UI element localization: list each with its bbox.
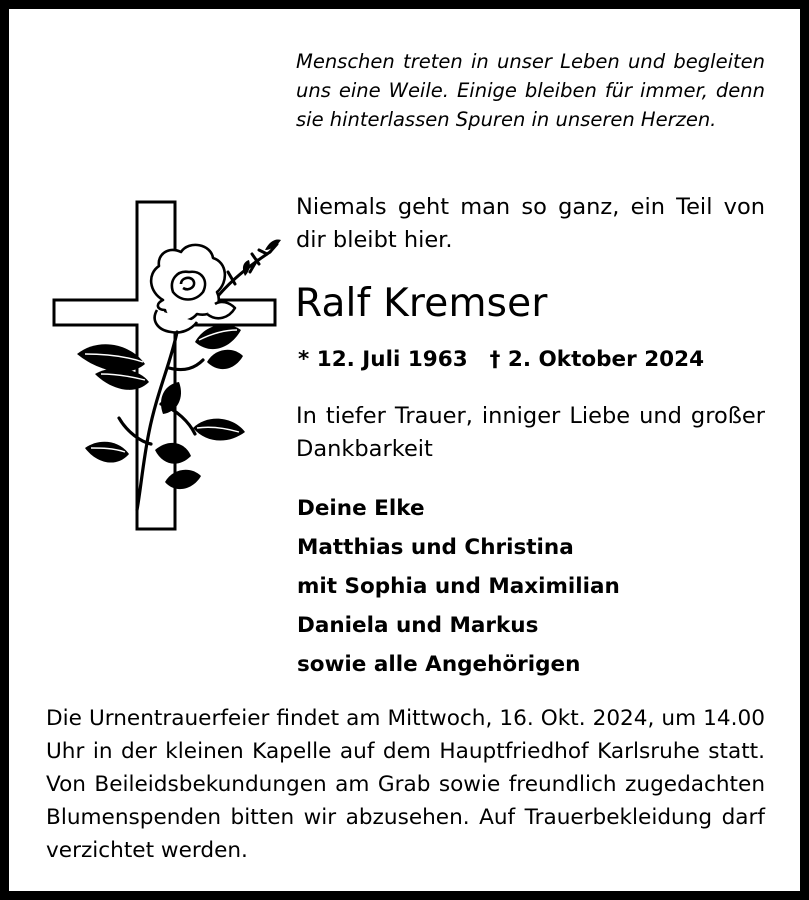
mourner-entry: Deine Elke — [297, 496, 425, 521]
mourner-entry: mit Sophia und Maximilian — [297, 574, 620, 599]
life-dates — [298, 343, 704, 377]
memorial-quote: Menschen treten in unser Leben und begleiten uns eine Weile. Einige bleiben für immer, denn sie hinterlassen Spuren in unseren Herzen. — [296, 50, 765, 131]
deceased-name: Ralf Kremser — [295, 281, 548, 326]
funeral-notice: Die Urnentrauerfeier findet am Mittwoch, 16. Okt. 2024, um 14.00 Uhr in der kleinen Kapelle auf dem Hauptfriedhof Karlsruhe statt. Von Beileidsbekundungen am Grab sowie freundlich zugedachten Blumenspenden bitten wir abzusehen. Auf Trauerbekleidung darf verzichtet werden. — [46, 706, 765, 863]
death-date: † 2. Oktober 2024 — [489, 347, 705, 372]
mourners-list — [297, 489, 620, 684]
mourner-entry: Daniela und Markus — [297, 613, 539, 638]
memorial-saying: Niemals geht man so ganz, ein Teil von dir bleibt hier. — [296, 194, 765, 253]
cross-with-rose-icon — [45, 192, 285, 537]
mourner-entry: sowie alle Angehörigen — [297, 652, 581, 677]
mourner-entry: Matthias und Christina — [297, 535, 574, 560]
birth-date: * 12. Juli 1963 — [298, 347, 468, 372]
mourning-sentiment: In tiefer Trauer, inniger Liebe und großer Dankbarkeit — [296, 403, 765, 462]
